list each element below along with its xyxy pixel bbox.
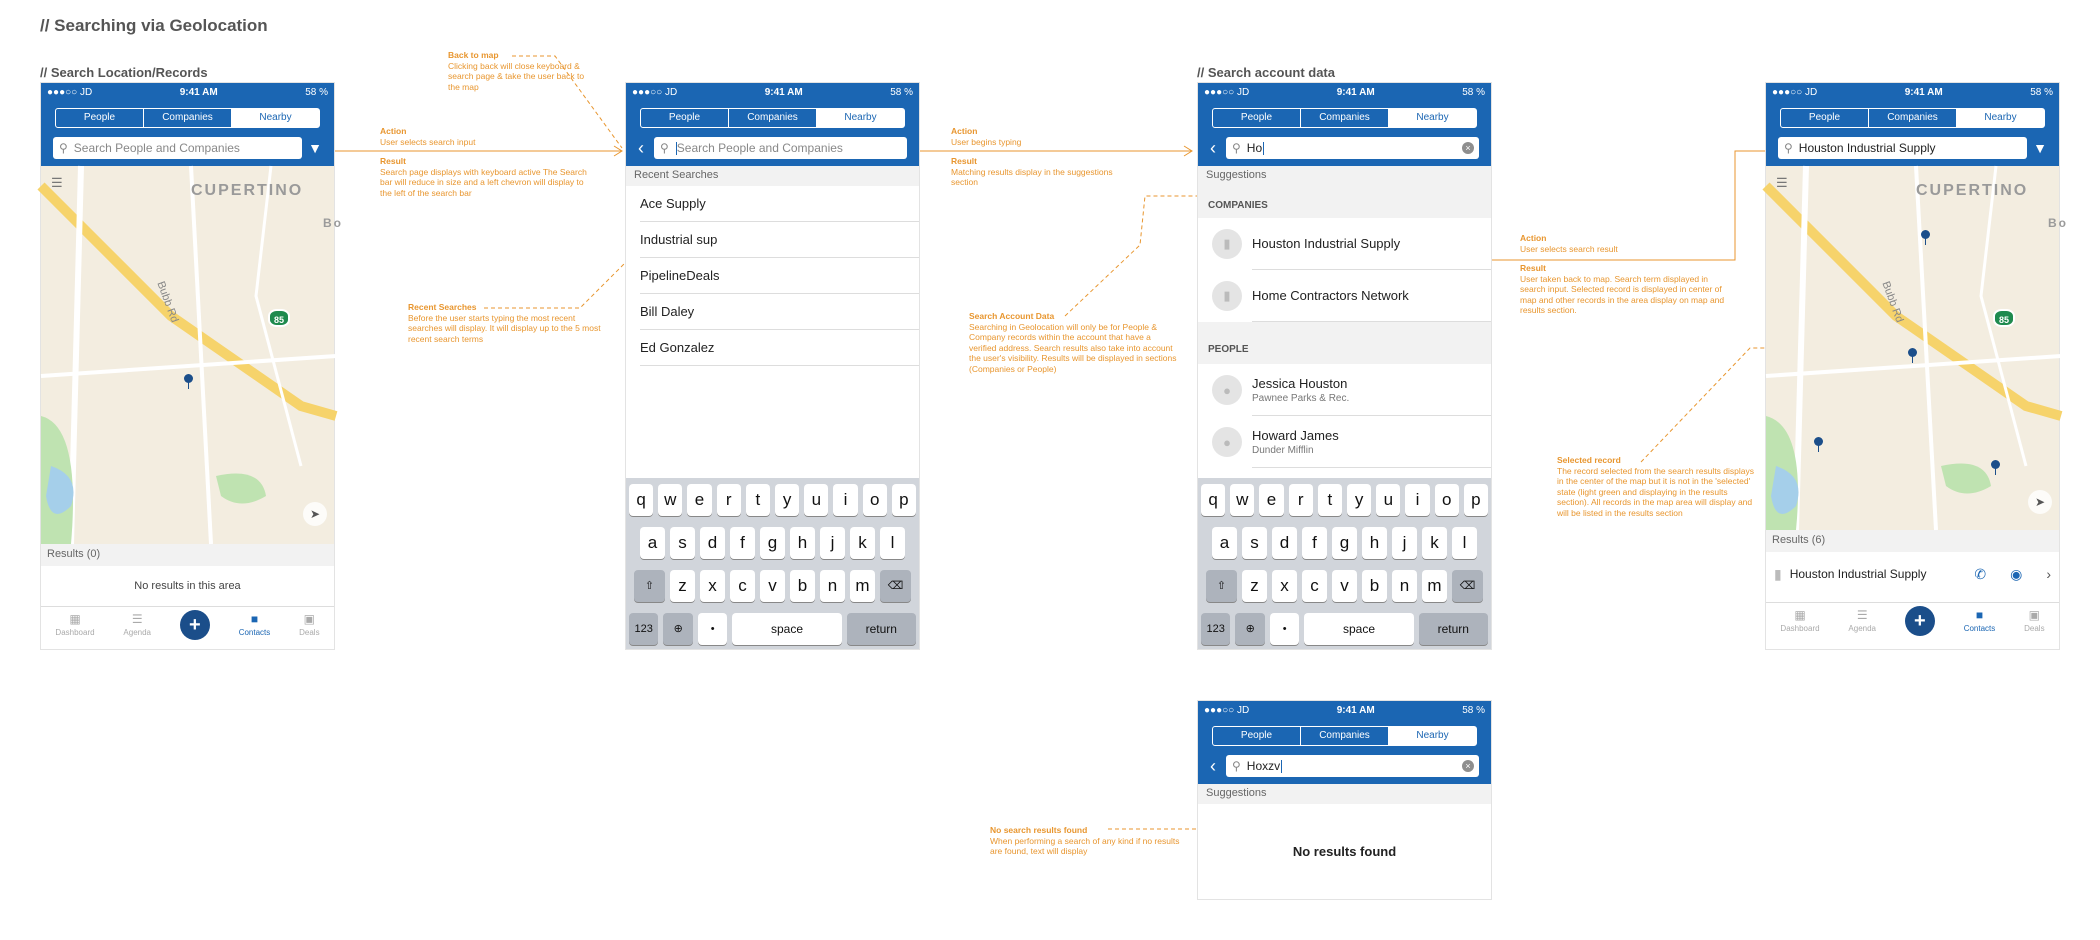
map-city-label: CUPERTINO xyxy=(191,182,304,199)
no-results-message: No results found xyxy=(1292,844,1397,859)
key-n[interactable]: n xyxy=(820,570,845,602)
key-r[interactable]: r xyxy=(1289,484,1313,516)
deals-icon: ▣ xyxy=(303,612,315,626)
key-a[interactable]: a xyxy=(640,527,665,559)
building-icon: ▮ xyxy=(1212,229,1242,259)
tab-nearby[interactable]: Nearby xyxy=(1389,727,1476,745)
result-row[interactable] xyxy=(1766,552,2059,596)
note-action-2: Action User begins typing xyxy=(951,126,1022,147)
pin-icon[interactable]: ◉ xyxy=(2010,565,2023,582)
search-placeholder: Search People and Companies xyxy=(676,140,843,155)
key-q[interactable]: q xyxy=(1201,484,1225,516)
note-result-1: Result Search page displays with keyboard active The Search bar will reduce in size and a left chevron will display to the left of the search bar xyxy=(380,156,587,198)
key-x[interactable]: x xyxy=(700,570,725,602)
page-title: // Searching via Geolocation xyxy=(40,16,268,35)
key-v[interactable]: v xyxy=(1332,570,1357,602)
map-pin[interactable] xyxy=(184,374,193,383)
status-bar: ●●●○○ JD 9:41 AM 58 % xyxy=(1766,83,2059,101)
segment-control xyxy=(640,108,905,128)
tab-people[interactable]: People xyxy=(641,109,729,127)
key-s[interactable]: s xyxy=(1242,527,1267,559)
agenda-icon: ☰ xyxy=(1856,608,1868,622)
tab-companies[interactable]: Companies xyxy=(1869,109,1957,127)
key-a[interactable]: a xyxy=(1212,527,1237,559)
tab-companies[interactable]: Companies xyxy=(144,109,232,127)
key-w[interactable]: w xyxy=(658,484,682,516)
key-g[interactable]: g xyxy=(1332,527,1357,559)
person-icon: ● xyxy=(1212,375,1242,405)
key-x[interactable]: x xyxy=(1272,570,1297,602)
map-edge-label: Bo xyxy=(2048,216,2068,230)
key-z[interactable]: z xyxy=(670,570,695,602)
building-icon: ▮ xyxy=(1774,565,1782,582)
segment-control xyxy=(55,108,320,128)
deals-icon: ▣ xyxy=(2028,608,2040,622)
search-icon: ⚲ xyxy=(1784,141,1793,155)
clear-icon[interactable]: × xyxy=(1462,760,1474,772)
tab-companies[interactable]: Companies xyxy=(729,109,817,127)
key-l[interactable]: l xyxy=(880,527,905,559)
phone-icon[interactable]: ✆ xyxy=(1974,565,1987,582)
companies-header: COMPANIES xyxy=(1198,186,1491,218)
list-item[interactable]: PipelineDeals xyxy=(640,258,919,294)
screen-map-result xyxy=(1765,82,2068,650)
map-view[interactable] xyxy=(1766,166,2068,530)
search-query: Ho xyxy=(1246,140,1263,155)
key-c[interactable]: c xyxy=(730,570,755,602)
dashboard-icon: ▦ xyxy=(69,612,81,626)
tab-dashboard[interactable]: ▦ Dashboard xyxy=(1780,608,1820,633)
status-bar: ●●●○○ JD 9:41 AM 58 % xyxy=(1198,83,1491,101)
search-icon: ⚲ xyxy=(660,141,669,155)
return-key[interactable]: return xyxy=(1419,613,1488,645)
globe-key-icon[interactable]: ⊕ xyxy=(663,613,692,645)
list-item[interactable]: Bill Daley xyxy=(640,294,919,330)
key-y[interactable]: y xyxy=(775,484,799,516)
selected-map-pin[interactable] xyxy=(1908,348,1917,357)
search-icon: ⚲ xyxy=(1232,759,1241,773)
numbers-key[interactable]: 123 xyxy=(1201,613,1230,645)
key-k[interactable]: k xyxy=(850,527,875,559)
time-label: 9:41 AM xyxy=(179,86,218,98)
tab-contacts[interactable]: ■ Contacts xyxy=(238,612,271,637)
tab-contacts[interactable]: ■ Contacts xyxy=(1963,608,1996,633)
search-query: Hoxzv xyxy=(1246,758,1281,773)
results-count: Results (6) xyxy=(1766,530,2059,552)
list-item[interactable]: ● Howard James Dunder Mifflin xyxy=(1198,416,1491,468)
key-u[interactable]: u xyxy=(804,484,828,516)
tab-nearby[interactable]: Nearby xyxy=(1389,109,1476,127)
section-title-account: // Search account data xyxy=(1197,65,1335,80)
search-input[interactable] xyxy=(654,137,907,159)
key-z[interactable]: z xyxy=(1242,570,1267,602)
list-item[interactable]: ▮ Houston Industrial Supply xyxy=(1198,218,1491,270)
return-key[interactable]: return xyxy=(847,613,916,645)
search-icon: ⚲ xyxy=(1232,141,1241,155)
key-h[interactable]: h xyxy=(790,527,815,559)
highway-shield: 85 xyxy=(268,309,290,327)
contacts-icon: ■ xyxy=(250,612,259,626)
search-icon: ⚲ xyxy=(59,141,68,155)
key-b[interactable]: b xyxy=(790,570,815,602)
key-o[interactable]: o xyxy=(1435,484,1459,516)
people-header: PEOPLE xyxy=(1198,322,1491,364)
mic-key-icon[interactable]: • xyxy=(698,613,727,645)
tab-people[interactable]: People xyxy=(1213,109,1301,127)
list-item[interactable]: ▮ Home Contractors Network xyxy=(1198,270,1491,322)
key-k[interactable]: k xyxy=(1422,527,1447,559)
section-title-location: // Search Location/Records xyxy=(40,65,208,80)
space-key[interactable]: space xyxy=(732,613,841,645)
search-input[interactable] xyxy=(1778,137,2027,159)
bottom-tabbar xyxy=(41,606,334,642)
battery-label: 58 % xyxy=(305,86,328,98)
person-icon: ● xyxy=(1212,427,1242,457)
tab-nearby[interactable]: Nearby xyxy=(232,109,319,127)
search-input[interactable] xyxy=(53,137,302,159)
key-b[interactable]: b xyxy=(1362,570,1387,602)
search-input[interactable] xyxy=(1226,137,1479,159)
key-d[interactable]: d xyxy=(1272,527,1297,559)
key-d[interactable]: d xyxy=(700,527,725,559)
list-item[interactable]: Ed Gonzalez xyxy=(640,330,919,366)
mic-key-icon[interactable]: • xyxy=(1270,613,1299,645)
shift-key-icon[interactable]: ⇧ xyxy=(1206,570,1237,602)
dashboard-icon: ▦ xyxy=(1794,608,1806,622)
back-chevron-icon[interactable]: ‹ xyxy=(638,138,644,158)
map-edge-label: Bo xyxy=(323,216,343,230)
note-action-1: Action User selects search input xyxy=(380,126,476,147)
recent-list xyxy=(626,186,919,366)
keyboard xyxy=(626,478,919,649)
tab-people[interactable]: People xyxy=(1781,109,1869,127)
status-bar: ●●●○○ JD 9:41 AM 58 % xyxy=(1198,701,1491,719)
no-results-message: No results in this area xyxy=(134,580,241,592)
locate-icon[interactable]: ➤ xyxy=(2028,490,2052,514)
chevron-right-icon[interactable]: › xyxy=(2046,566,2051,582)
screen-no-results xyxy=(1197,700,1492,900)
list-item[interactable]: Industrial sup xyxy=(640,222,919,258)
key-p[interactable]: p xyxy=(1464,484,1488,516)
segment-control xyxy=(1780,108,2045,128)
list-item[interactable]: Ace Supply xyxy=(640,186,919,222)
key-t[interactable]: t xyxy=(1318,484,1342,516)
key-j[interactable]: j xyxy=(1392,527,1417,559)
key-g[interactable]: g xyxy=(760,527,785,559)
key-e[interactable]: e xyxy=(687,484,711,516)
map-road-label: Bubb Rd xyxy=(154,279,181,325)
key-r[interactable]: r xyxy=(717,484,741,516)
back-chevron-icon[interactable]: ‹ xyxy=(1210,138,1216,158)
screen-suggestions xyxy=(1197,82,1492,650)
status-bar xyxy=(41,83,334,101)
shift-key-icon[interactable]: ⇧ xyxy=(634,570,665,602)
filter-icon[interactable]: ▼ xyxy=(308,140,322,156)
screen-map-empty xyxy=(40,82,343,650)
note-action-3: Action User selects search result xyxy=(1520,233,1618,254)
map-pin[interactable] xyxy=(1814,437,1823,446)
search-input[interactable] xyxy=(1226,755,1479,777)
tab-agenda[interactable]: ☰ Agenda xyxy=(1848,608,1876,633)
carrier-label: ●●●○○ JD xyxy=(47,86,93,98)
filter-icon[interactable]: ▼ xyxy=(2033,140,2047,156)
locate-icon[interactable]: ➤ xyxy=(303,502,327,526)
key-l[interactable]: l xyxy=(1452,527,1477,559)
tab-people[interactable]: People xyxy=(56,109,144,127)
key-f[interactable]: f xyxy=(730,527,755,559)
key-i[interactable]: i xyxy=(833,484,857,516)
tab-agenda[interactable]: ☰ Agenda xyxy=(123,612,151,637)
search-query: Houston Industrial Supply xyxy=(1798,141,1936,155)
key-m[interactable]: m xyxy=(1422,570,1447,602)
map-view[interactable] xyxy=(41,166,343,544)
note-search-account: Search Account Data Searching in Geolocation will only be for People & Company records within the account that have a verified address. Search results also take into account the user's visibility. Results will be displayed in sections (Companies or People) xyxy=(969,311,1177,374)
keyboard xyxy=(1198,478,1491,649)
key-w[interactable]: w xyxy=(1230,484,1254,516)
key-q[interactable]: q xyxy=(629,484,653,516)
note-selected-record: Selected record The record selected from the search results displays in the center of the map but it is not in the 'selected' state (light green and displaying in the results section). All records in the map area will display and will be listed in the results section xyxy=(1557,455,1755,518)
tab-companies[interactable]: Companies xyxy=(1301,109,1389,127)
results-count: Results (0) xyxy=(41,544,334,566)
tab-nearby[interactable]: Nearby xyxy=(817,109,904,127)
tab-dashboard[interactable]: ▦ Dashboard xyxy=(55,612,95,637)
list-item[interactable]: ● Jessica Houston Pawnee Parks & Rec. xyxy=(1198,364,1491,416)
space-key[interactable]: space xyxy=(1304,613,1413,645)
key-i[interactable]: i xyxy=(1405,484,1429,516)
note-result-3: Result User taken back to map. Search term displayed in search input. Selected record is displayed in center of map and other records in the area display on map and results section. xyxy=(1520,263,1725,315)
screen-recent-searches xyxy=(625,82,920,650)
agenda-icon: ☰ xyxy=(131,612,143,626)
note-back-to-map: Back to map Clicking back will close keyboard & search page & take the user back to the map xyxy=(448,50,585,92)
highway-shield: 85 xyxy=(1993,309,2015,327)
menu-icon[interactable]: ☰ xyxy=(1776,175,1788,190)
backspace-key-icon[interactable]: ⌫ xyxy=(1452,570,1483,602)
map-road-label: Bubb Rd xyxy=(1879,279,1906,325)
add-button[interactable]: + xyxy=(1905,606,1935,636)
tab-deals[interactable]: ▣ Deals xyxy=(2024,608,2045,633)
building-icon: ▮ xyxy=(1212,281,1242,311)
search-placeholder: Search People and Companies xyxy=(73,141,240,155)
key-h[interactable]: h xyxy=(1362,527,1387,559)
key-c[interactable]: c xyxy=(1302,570,1327,602)
segment-control xyxy=(1212,108,1477,128)
tab-people[interactable]: People xyxy=(1213,727,1301,745)
key-n[interactable]: n xyxy=(1392,570,1417,602)
recent-searches-header: Recent Searches xyxy=(626,166,919,186)
segment-control xyxy=(1212,726,1477,746)
tab-deals[interactable]: ▣ Deals xyxy=(299,612,320,637)
key-v[interactable]: v xyxy=(760,570,785,602)
bottom-tabbar xyxy=(1766,602,2059,638)
backspace-key-icon[interactable]: ⌫ xyxy=(880,570,911,602)
key-e[interactable]: e xyxy=(1259,484,1283,516)
tab-nearby[interactable]: Nearby xyxy=(1957,109,2044,127)
note-no-results: No search results found When performing a search of any kind if no results are found, text will display xyxy=(990,825,1180,856)
globe-key-icon[interactable]: ⊕ xyxy=(1235,613,1264,645)
key-s[interactable]: s xyxy=(670,527,695,559)
note-result-2: Result Matching results display in the suggestions section xyxy=(951,156,1113,187)
note-recent-searches: Recent Searches Before the user starts typing the most recent searches will display. It will display up to the 5 most recent search terms xyxy=(408,302,601,344)
key-p[interactable]: p xyxy=(892,484,916,516)
key-j[interactable]: j xyxy=(820,527,845,559)
add-button[interactable]: + xyxy=(180,610,210,640)
contacts-icon: ■ xyxy=(1975,608,1984,622)
key-m[interactable]: m xyxy=(850,570,875,602)
map-pin[interactable] xyxy=(1991,460,2000,469)
back-chevron-icon[interactable]: ‹ xyxy=(1210,756,1216,776)
menu-icon[interactable]: ☰ xyxy=(51,175,63,190)
result-name: Houston Industrial Supply xyxy=(1789,566,1927,581)
clear-icon[interactable]: × xyxy=(1462,142,1474,154)
numbers-key[interactable]: 123 xyxy=(629,613,658,645)
tab-companies[interactable]: Companies xyxy=(1301,727,1389,745)
key-y[interactable]: y xyxy=(1347,484,1371,516)
status-bar: ●●●○○ JD 9:41 AM 58 % xyxy=(626,83,919,101)
suggestions-header: Suggestions xyxy=(1198,166,1491,186)
suggestions-header: Suggestions xyxy=(1198,784,1491,804)
key-o[interactable]: o xyxy=(863,484,887,516)
map-city-label: CUPERTINO xyxy=(1916,182,2029,199)
key-t[interactable]: t xyxy=(746,484,770,516)
key-u[interactable]: u xyxy=(1376,484,1400,516)
map-pin[interactable] xyxy=(1921,230,1930,239)
key-f[interactable]: f xyxy=(1302,527,1327,559)
